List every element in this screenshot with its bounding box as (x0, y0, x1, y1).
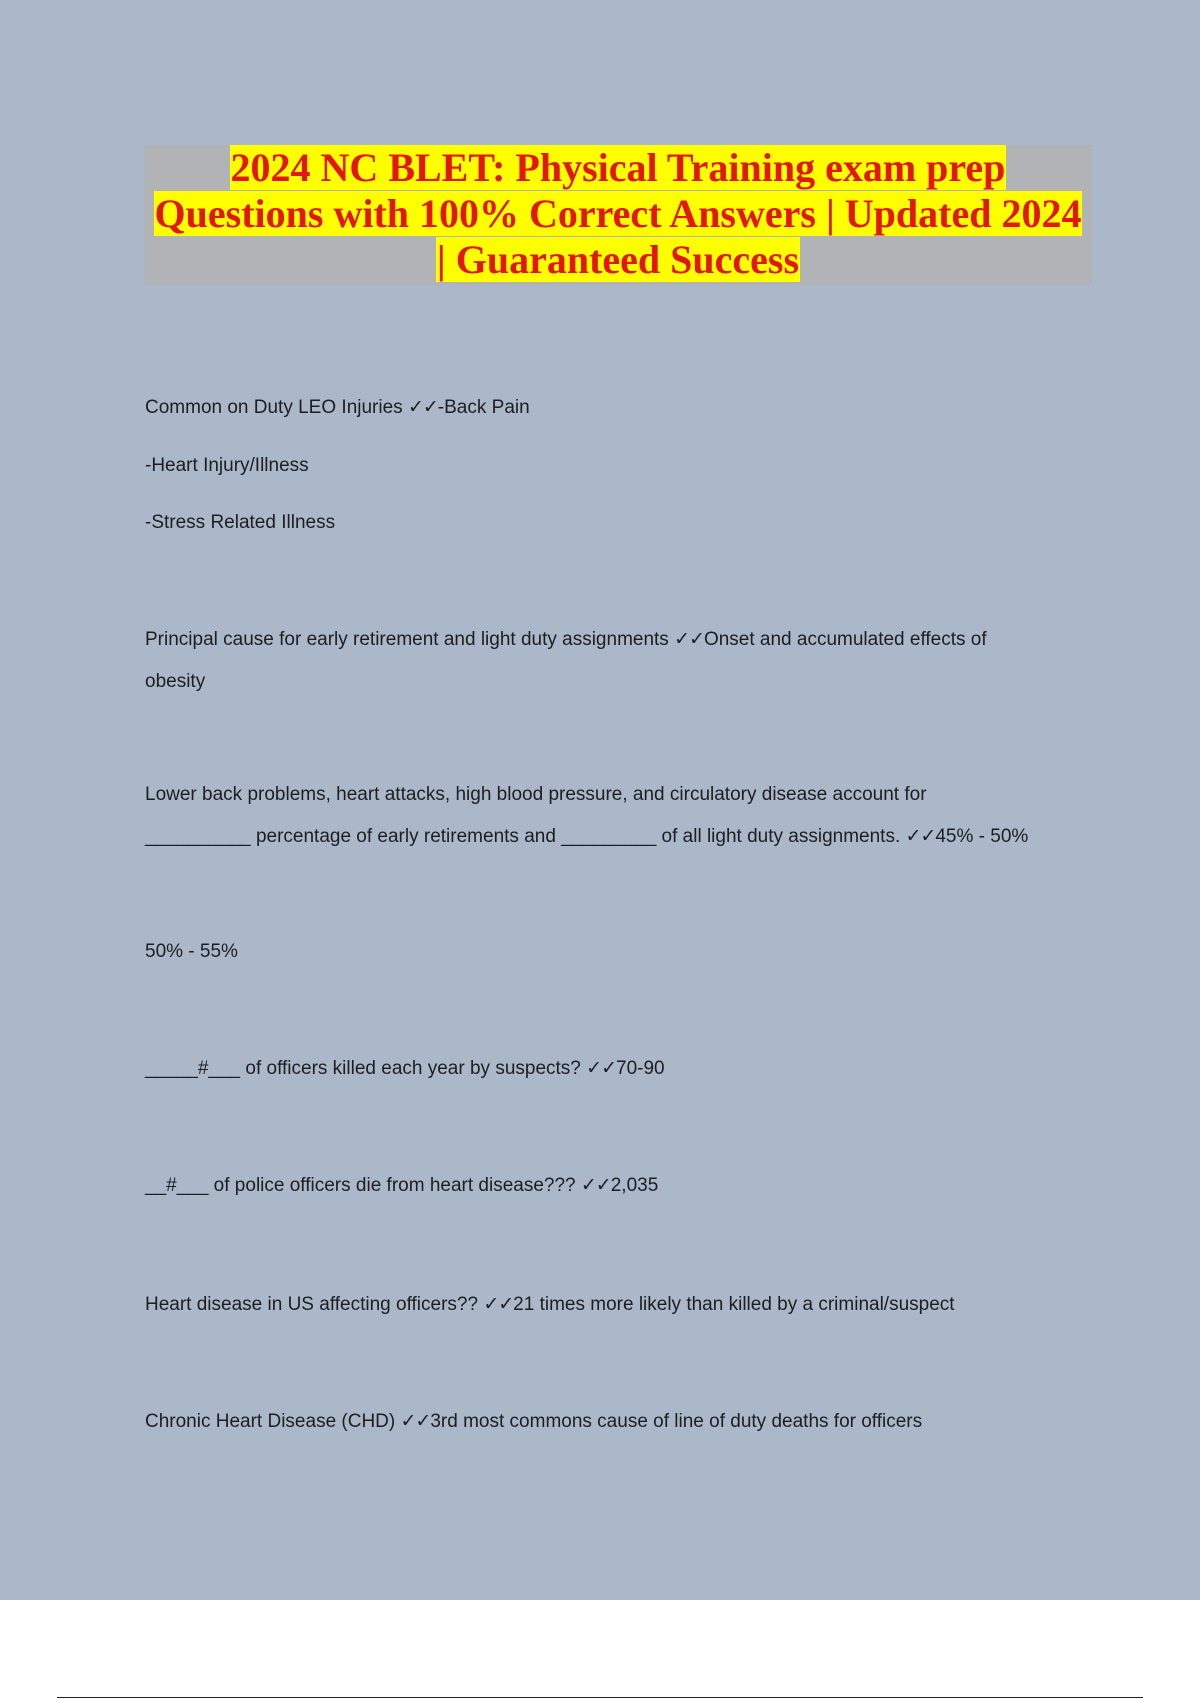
answer-text: -Back Pain (437, 397, 530, 418)
qa-line (145, 1284, 955, 1326)
answer-continuation: 50% - 55% (145, 941, 238, 962)
check-mark-icon: ✓✓ (586, 1058, 616, 1079)
qa-line (145, 619, 987, 661)
check-mark-icon: ✓✓ (580, 1175, 611, 1196)
page-divider (57, 1697, 1143, 1698)
answer-text: 2,035 (610, 1175, 659, 1196)
check-mark-icon: ✓✓ (483, 1294, 514, 1315)
qa-line (145, 1165, 658, 1207)
check-mark-icon: ✓✓ (407, 397, 438, 418)
check-mark-icon: ✓✓ (905, 826, 936, 847)
question-text: Heart disease in US affecting officers?? (145, 1294, 484, 1315)
document-title (144, 145, 1092, 285)
answer-continuation: -Stress Related Illness (145, 512, 336, 533)
title-line-1: 2024 NC BLET: Physical Training exam prep (230, 145, 1006, 190)
answer-continuation: -Heart Injury/Illness (145, 455, 309, 476)
qa-line (145, 1048, 665, 1090)
question-text: Chronic Heart Disease (CHD) (145, 1411, 401, 1432)
answer-text: 70-90 (616, 1058, 665, 1079)
check-mark-icon: ✓✓ (400, 1411, 431, 1432)
answer-text: 3rd most commons cause of line of duty deaths for officers (430, 1411, 923, 1432)
question-text: __#___ of police officers die from heart disease??? (145, 1175, 581, 1196)
check-mark-icon: ✓✓ (674, 629, 704, 650)
answer-text: 45% - 50% (935, 826, 1029, 847)
question-text: Principal cause for early retirement and light duty assignments (145, 629, 675, 650)
title-line-3: | Guaranteed Success (436, 237, 800, 282)
answer-text: 21 times more likely than killed by a criminal/suspect (513, 1294, 955, 1315)
answer-continuation: obesity (145, 671, 206, 692)
answer-text: Onset and accumulated effects of (703, 629, 987, 650)
qa-line (145, 1401, 922, 1443)
title-line-2: Questions with 100% Correct Answers | Updated 2024 (154, 191, 1082, 236)
question-text: _____#___ of officers killed each year by suspects? (145, 1058, 587, 1079)
question-text: __________ percentage of early retirements and _________ of all light duty assignments. (145, 826, 906, 847)
question-text: Lower back problems, heart attacks, high blood pressure, and circulatory disease account for (145, 784, 927, 805)
qa-line (145, 387, 530, 429)
qa-line (145, 816, 1028, 858)
question-text: Common on Duty LEO Injuries (145, 397, 408, 418)
